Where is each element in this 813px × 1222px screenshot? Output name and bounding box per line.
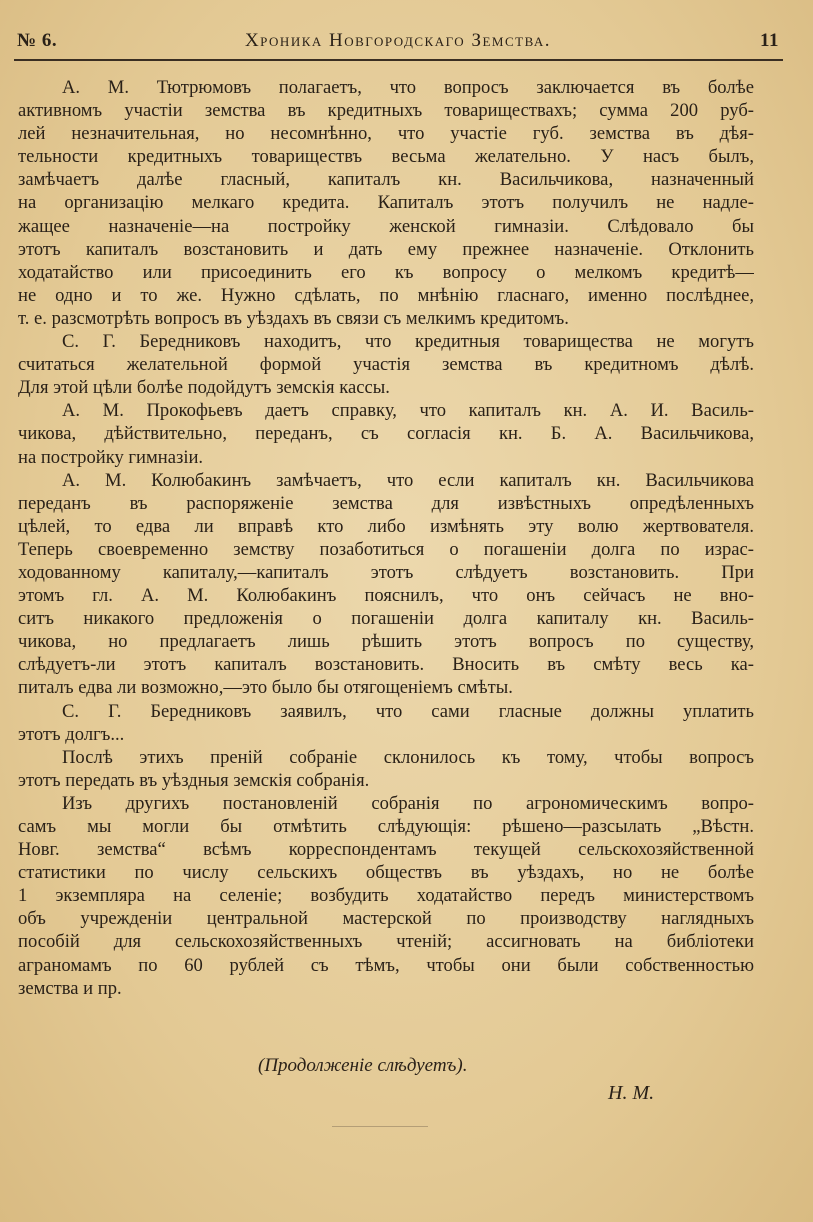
text-line: чикова, но предлагаетъ лишь рѣшить этотъ вопросъ по существу,	[18, 631, 754, 653]
text-line: Изъ другихъ постановленій собранія по агрономическимъ вопро-	[62, 792, 754, 814]
text-line: объ учрежденіи центральной мастерской по производству наглядныхъ	[18, 908, 754, 930]
text-line: Послѣ этихъ преній собраніе склонилось къ тому, чтобы вопросъ	[62, 746, 754, 768]
text-line: активномъ участіи земства въ кредитныхъ товариществахъ; сумма 200 руб-	[18, 100, 754, 122]
text-line: самъ мы могли бы отмѣтить слѣдующія: рѣшено—разсылать „Вѣстн.	[18, 816, 754, 837]
text-line: не одно и то же. Нужно сдѣлать, по мнѣнію гласнаго, именно послѣднее,	[18, 284, 754, 306]
text-line: А. М. Колюбакинъ замѣчаетъ, что если капиталъ кн. Васильчикова	[62, 469, 754, 491]
text-line: С. Г. Бередниковъ заявилъ, что сами гласные должны уплатить	[62, 700, 754, 722]
text-line: этотъ долгъ...	[18, 723, 125, 745]
text-line: земства и пр.	[18, 977, 122, 999]
text-line: переданъ въ распоряженіе земства для извѣстныхъ опредѣленныхъ	[18, 492, 754, 514]
text-line: тельности кредитныхъ товариществъ весьма желательно. У насъ былъ,	[18, 146, 754, 168]
text-line: А. М. Тютрюмовъ полагаетъ, что вопросъ заключается въ болѣе	[62, 77, 754, 98]
text-line: лей незначительная, но несомнѣнно, что участіе губ. земства въ дѣя-	[18, 123, 754, 145]
text-line: ходованному капиталу,—капиталъ этотъ слѣдуетъ возстановить. При	[18, 561, 754, 583]
page-header	[17, 30, 779, 58]
text-line: А. М. Прокофьевъ даетъ справку, что капиталъ кн. А. И. Василь-	[62, 400, 754, 422]
text-line: на организацію мелкаго кредита. Капиталъ этотъ получилъ не надле-	[18, 192, 754, 214]
page-number: 11	[760, 30, 779, 51]
text-line: Теперь своевременно земству позаботиться о погашеніи долга по израс-	[18, 538, 754, 560]
text-line: Для этой цѣли болѣе подойдутъ земскія кассы.	[18, 377, 390, 399]
text-line: питалъ едва ли возможно,—это было бы отягощеніемъ смѣты.	[18, 677, 513, 699]
issue-number: № 6.	[17, 30, 58, 51]
text-line: С. Г. Бередниковъ находитъ, что кредитныя товарищества не могутъ	[62, 331, 754, 353]
text-line: пособій для сельскохозяйственныхъ чтеній; ассигновать на библіотеки	[18, 931, 754, 953]
header-rule	[14, 59, 783, 61]
text-line: этотъ капиталъ возстановить и дать ему прежнее назначеніе. Отклонить	[18, 238, 754, 260]
continuation-note: (Продолженіе слѣдуетъ).	[258, 1055, 468, 1076]
text-line: жащее назначеніе—на постройку женской гимназіи. Слѣдовало бы	[18, 215, 754, 237]
text-line: замѣчаетъ далѣе гласный, капиталъ кн. Васильчикова, назначенный	[18, 169, 754, 191]
text-line: ситъ никакого предложенія о погашеніи долга капиталу кн. Василь-	[18, 608, 754, 630]
closing-ornament	[332, 1126, 428, 1131]
text-line: цѣлей, то едва ли вправѣ кто либо измѣнять эту волю жертвователя.	[18, 515, 754, 537]
author-signature: Н. М.	[608, 1082, 655, 1104]
text-line: Новг. земства“ всѣмъ корреспондентамъ текущей сельскохозяйственной	[18, 839, 754, 861]
text-line: т. е. разсмотрѣть вопросъ въ уѣздахъ въ связи съ мелкимъ кредитомъ.	[18, 307, 569, 329]
text-line: этотъ передать въ уѣздныя земскія собранія.	[18, 769, 370, 791]
text-line: слѣдуетъ-ли этотъ капиталъ возстановить. Вносить въ смѣту весь ка-	[18, 654, 754, 676]
text-line: ходатайство или присоединить его къ вопросу о мелкомъ кредитѣ—	[18, 261, 754, 283]
text-line: аграномамъ по 60 рублей съ тѣмъ, чтобы они были собственностью	[18, 954, 754, 976]
text-line: этомъ гл. А. М. Колюбакинъ пояснилъ, что онъ сейчасъ не вно-	[18, 585, 754, 607]
running-title: Хроника Новгородскаго Земства.	[244, 30, 552, 51]
text-line: на постройку гимназіи.	[18, 446, 204, 468]
article-body	[18, 76, 754, 1000]
text-line: статистики по числу сельскихъ обществъ въ уѣздахъ, но не болѣе	[18, 862, 754, 884]
text-line: 1 экземпляра на селеніе; возбудить ходатайство передъ министерствомъ	[18, 885, 754, 907]
text-line: чикова, дѣйствительно, переданъ, съ согласія кн. Б. А. Васильчикова,	[18, 423, 754, 445]
text-line: считаться желательной формой участія земства въ кредитномъ дѣлѣ.	[18, 354, 754, 376]
